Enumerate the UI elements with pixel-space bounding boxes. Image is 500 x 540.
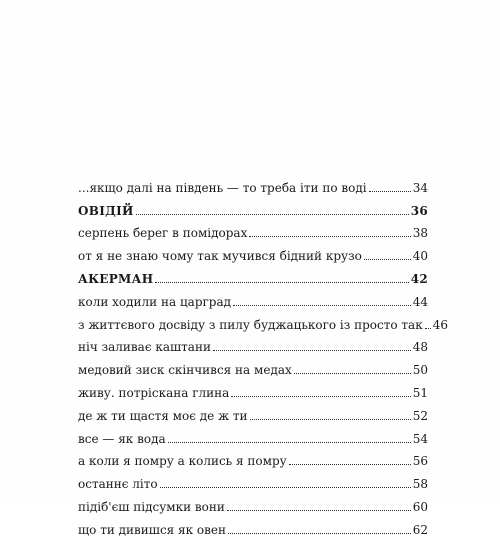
toc-entry [78, 426, 428, 449]
toc-entry [78, 221, 428, 244]
toc-entry [78, 517, 428, 540]
toc-entry [78, 289, 428, 312]
toc-entry [78, 243, 428, 266]
toc-entry-title: ніч заливає каштани [78, 340, 211, 355]
dot-leader [231, 396, 410, 397]
toc-entry [78, 403, 428, 426]
toc-entry [78, 357, 428, 380]
toc-entry-page: 60 [412, 499, 428, 514]
toc-entry [78, 494, 428, 517]
toc-entry-page: 52 [412, 408, 428, 423]
dot-leader [233, 305, 411, 306]
toc-entry [78, 449, 428, 472]
table-of-contents [78, 175, 448, 540]
dot-leader [160, 487, 411, 488]
dot-leader [250, 419, 411, 420]
toc-entry-page: 40 [412, 249, 428, 264]
toc-entry-title: серпень берег в помідорах [78, 226, 248, 241]
toc-entry-page: 44 [412, 294, 428, 309]
toc-section-heading [78, 198, 428, 221]
toc-entry-title: з життєвого досвіду з пилу буджацького із просто так [78, 317, 423, 332]
toc-entry-title: медовий зиск скінчився на медах [78, 363, 292, 378]
toc-entry-title: живу. потріскана глина [78, 385, 230, 400]
toc-entry-page: 58 [412, 477, 428, 492]
toc-entry-title: ...якщо далі на південь — то треба іти по воді [78, 180, 367, 195]
toc-entry-title: де ж ти щастя моє де ж ти [78, 408, 248, 423]
toc-entry-page: 50 [412, 363, 428, 378]
toc-entry-page: 56 [412, 454, 428, 469]
toc-entry-page: 34 [412, 180, 428, 195]
dot-leader [228, 533, 411, 534]
dot-leader [294, 373, 411, 374]
toc-entry [78, 380, 428, 403]
toc-entry [78, 471, 428, 494]
toc-entry-title: все — як вода [78, 431, 166, 446]
dot-leader [155, 282, 408, 283]
toc-entry-page: 62 [412, 522, 428, 537]
dot-leader [136, 214, 409, 215]
toc-entry-title: от я не знаю чому так мучився бідний крузо [78, 249, 362, 264]
dot-leader [168, 442, 411, 443]
toc-entry-page: 51 [412, 385, 428, 400]
toc-entry-title: а коли я помру а колись я помру [78, 454, 287, 469]
toc-entry-page: 38 [412, 226, 428, 241]
toc-section-heading [78, 266, 428, 289]
toc-entry-page: 42 [410, 271, 428, 286]
toc-entry-page: 54 [412, 431, 428, 446]
toc-entry-title: що ти дивишся як овен [78, 522, 227, 537]
toc-entry-title: АКЕРМАН [78, 271, 154, 286]
toc-entry [78, 312, 448, 335]
toc-entry-title: підіб'єш підсумки вони [78, 499, 225, 514]
dot-leader [227, 510, 411, 511]
dot-leader [289, 464, 411, 465]
dot-leader [369, 191, 411, 192]
toc-entry-title: ОВІДІЙ [78, 203, 134, 218]
dot-leader [364, 259, 411, 260]
toc-entry-page: 48 [412, 340, 428, 355]
toc-entry-page: 36 [410, 203, 428, 218]
toc-entry [78, 175, 428, 198]
toc-entry-title: останнє літо [78, 477, 158, 492]
dot-leader [249, 236, 410, 237]
toc-entry [78, 335, 428, 358]
toc-entry-page: 46 [432, 317, 448, 332]
toc-entry-title: коли ходили на царград [78, 294, 232, 309]
dot-leader [213, 350, 411, 351]
